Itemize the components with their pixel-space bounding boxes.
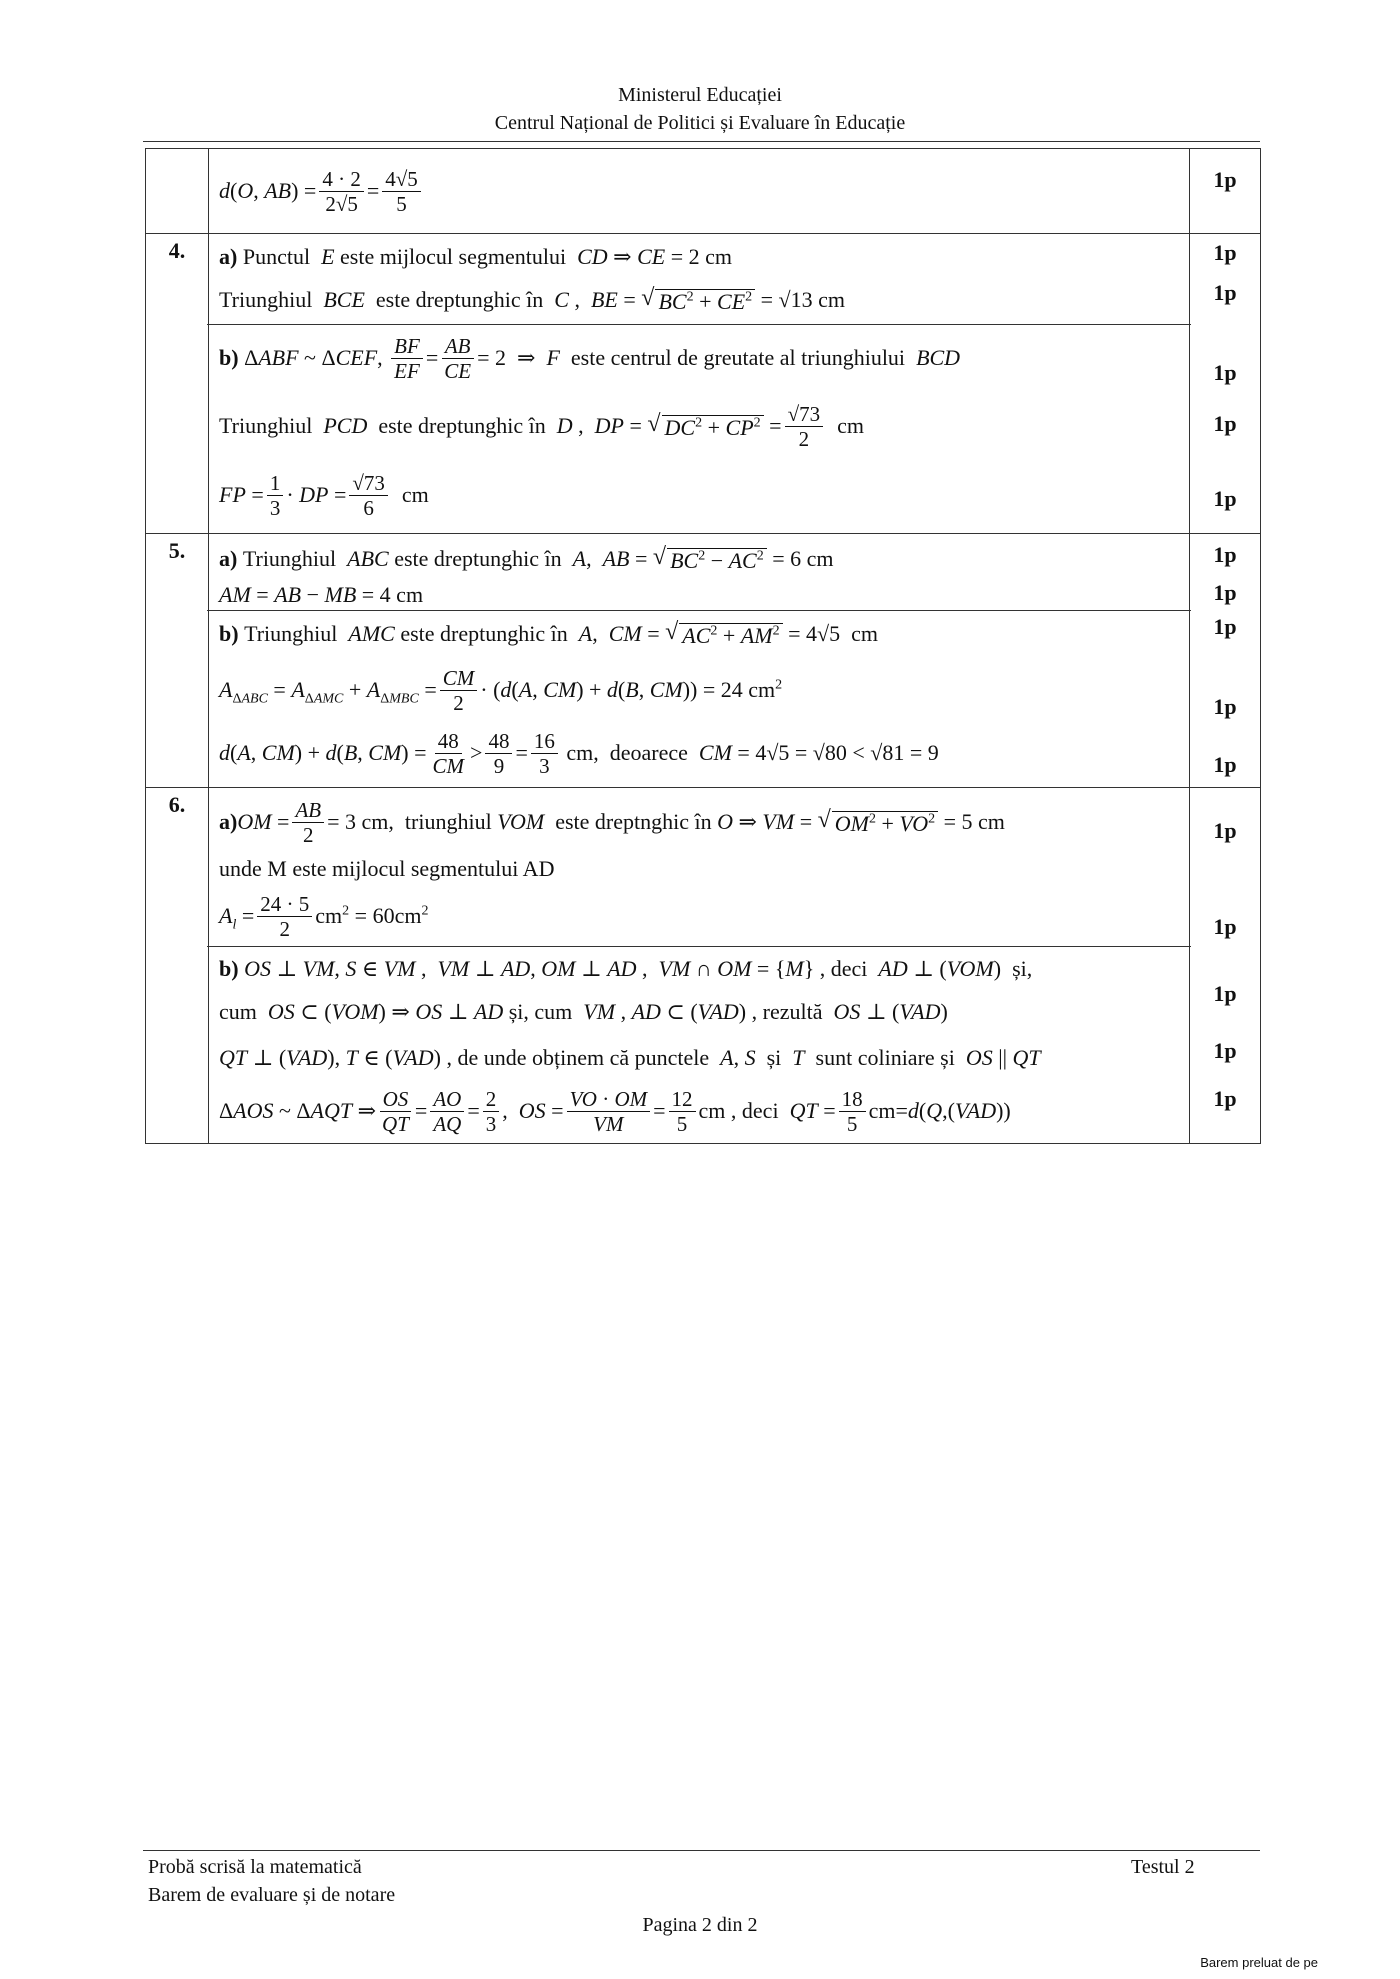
table-row — [146, 234, 1261, 534]
item-number — [146, 149, 209, 234]
item-number: 5. — [146, 534, 209, 788]
points: 1p — [1213, 614, 1237, 639]
item-number: 4. — [146, 234, 209, 534]
points: 1p — [1213, 280, 1237, 305]
points: 1p — [1213, 360, 1237, 385]
points: 1p — [1213, 1086, 1237, 1111]
footer-subtitle: Barem de evaluare și de notare — [148, 1884, 396, 1906]
points: 1p — [1213, 580, 1237, 605]
table-row — [146, 149, 1261, 234]
points: 1p — [1213, 914, 1237, 939]
line-6a3: $A_l$ = $\frac{24 \cdot 5}{2}$ $cm^2 = 60cm^2$ — [219, 891, 429, 941]
table-row — [146, 788, 1261, 1144]
points: 1p — [1213, 411, 1237, 436]
line-5b2: $A_{\Delta ABC} = A_{\Delta AMC} + A_{\Delta MBC}$ = $\frac{CM}{2}$ · (d(A, CM) + d(B, CM)) = 24 $cm^2$ — [219, 665, 783, 715]
points: 1p — [1213, 981, 1237, 1006]
line-5b1: b) Triunghiul AMC este dreptunghic în A, CM = √ $AC^2 + AM^2$ = 4√5 cm — [219, 619, 878, 648]
scoring-table — [145, 148, 1261, 1144]
source-note: Barem preluat de pe — [1200, 1955, 1318, 1970]
line-4b2: Triunghiul PCD este dreptunghic în D , DP = √ $DC^2 + CP^2$ = $\frac{√73}{2}$ cm — [219, 401, 864, 451]
line-6a1: a) OM = $\frac{AB}{2}$ = 3 cm, triunghiul VOM este dreptnghic în O ⇒ VM = √ $OM^2 + VO^2$ = 5 cm — [219, 797, 1005, 847]
points: 1p — [1213, 818, 1237, 843]
footer-exam-name: Probă scrisă la matematică — [148, 1856, 362, 1878]
points: 1p — [1213, 240, 1237, 265]
points: 1p — [1213, 694, 1237, 719]
item-content — [209, 149, 1190, 234]
line-5a2: AM = AB − MB = 4 cm — [219, 582, 424, 607]
line-6b4: ΔAOS ~ ΔAQT ⇒ $\frac{OS}{QT}$ = $\frac{AO}{AQ}$ = $\frac{2}{3}$ , OS = $\frac{VO \cdot OM}{VM}$ = $\frac{12}{5}$ cm , deci QT = $\frac{18}{5}$ cm=d(Q,(VAD)) — [219, 1086, 1011, 1136]
item-content — [209, 534, 1190, 788]
points-cell — [1190, 534, 1261, 788]
points-cell — [1190, 234, 1261, 534]
line-5a1: a) Triunghiul ABC este dreptunghic în A, AB = √ $BC^2 - AC^2$ = 6 cm — [219, 544, 834, 573]
table-row — [146, 534, 1261, 788]
formula-line: d(O, AB) = $\frac{4 \cdot 2}{2√5}$ = $\frac{4√5}{5}$ — [219, 153, 1179, 229]
line-5b3: d(A, CM) + d(B, CM) = $\frac{48}{CM}$ > $\frac{48}{9}$ = $\frac{16}{3}$ cm, deoarece CM = 4√5 = √80 < √81 = 9 — [219, 728, 939, 778]
line-4b3: FP = $\frac{1}{3}$ · DP = $\frac{√73}{6}$ cm — [219, 470, 429, 520]
points: 1p — [1213, 486, 1237, 511]
line-6b3: QT ⊥ (VAD), T ∈ (VAD) , de unde obținem că punctele A, S și T sunt coliniare și OS || QT — [219, 1045, 1041, 1070]
line-4b1: b) ΔABF ~ ΔCEF, $\frac{BF}{EF}$ = $\frac{AB}{CE}$ = 2 ⇒ F este centrul de greutate al triunghiului BCD — [219, 333, 961, 383]
header-center: Centrul Național de Politici și Evaluare în Educație — [494, 112, 906, 134]
line-4a2: Triunghiul BCE este dreptunghic în C , BE = √ $BC^2 + CE^2$ = √13 cm — [219, 285, 845, 314]
page-number: Pagina 2 din 2 — [642, 1914, 758, 1936]
points-cell — [1190, 149, 1261, 234]
header-ministry: Ministerul Educației — [618, 84, 782, 106]
line-6a2: unde M este mijlocul segmentului AD — [219, 856, 555, 881]
item-content — [209, 234, 1190, 534]
footer-rule — [143, 1850, 1260, 1851]
points: 1p — [1213, 1038, 1237, 1063]
footer-test-number: Testul 2 — [1131, 1856, 1195, 1878]
points: 1p — [1213, 167, 1237, 192]
line-6b2: cum OS ⊂ (VOM) ⇒ OS ⊥ AD și, cum VM , AD ⊂ (VAD) , rezultă OS ⊥ (VAD) — [219, 999, 948, 1024]
points: 1p — [1213, 752, 1237, 777]
points: 1p — [1213, 542, 1237, 567]
item-number: 6. — [146, 788, 209, 1144]
header-rule — [143, 141, 1260, 142]
line-6b1: b) OS ⊥ VM, S ∈ VM , VM ⊥ AD, OM ⊥ AD , VM ∩ OM = {M} , deci AD ⊥ (VOM) și, — [219, 956, 1033, 981]
points-cell — [1190, 788, 1261, 1144]
line-4a1: a) Punctul E este mijlocul segmentului CD ⇒ CE = 2 cm — [219, 244, 733, 269]
item-content — [209, 788, 1190, 1144]
